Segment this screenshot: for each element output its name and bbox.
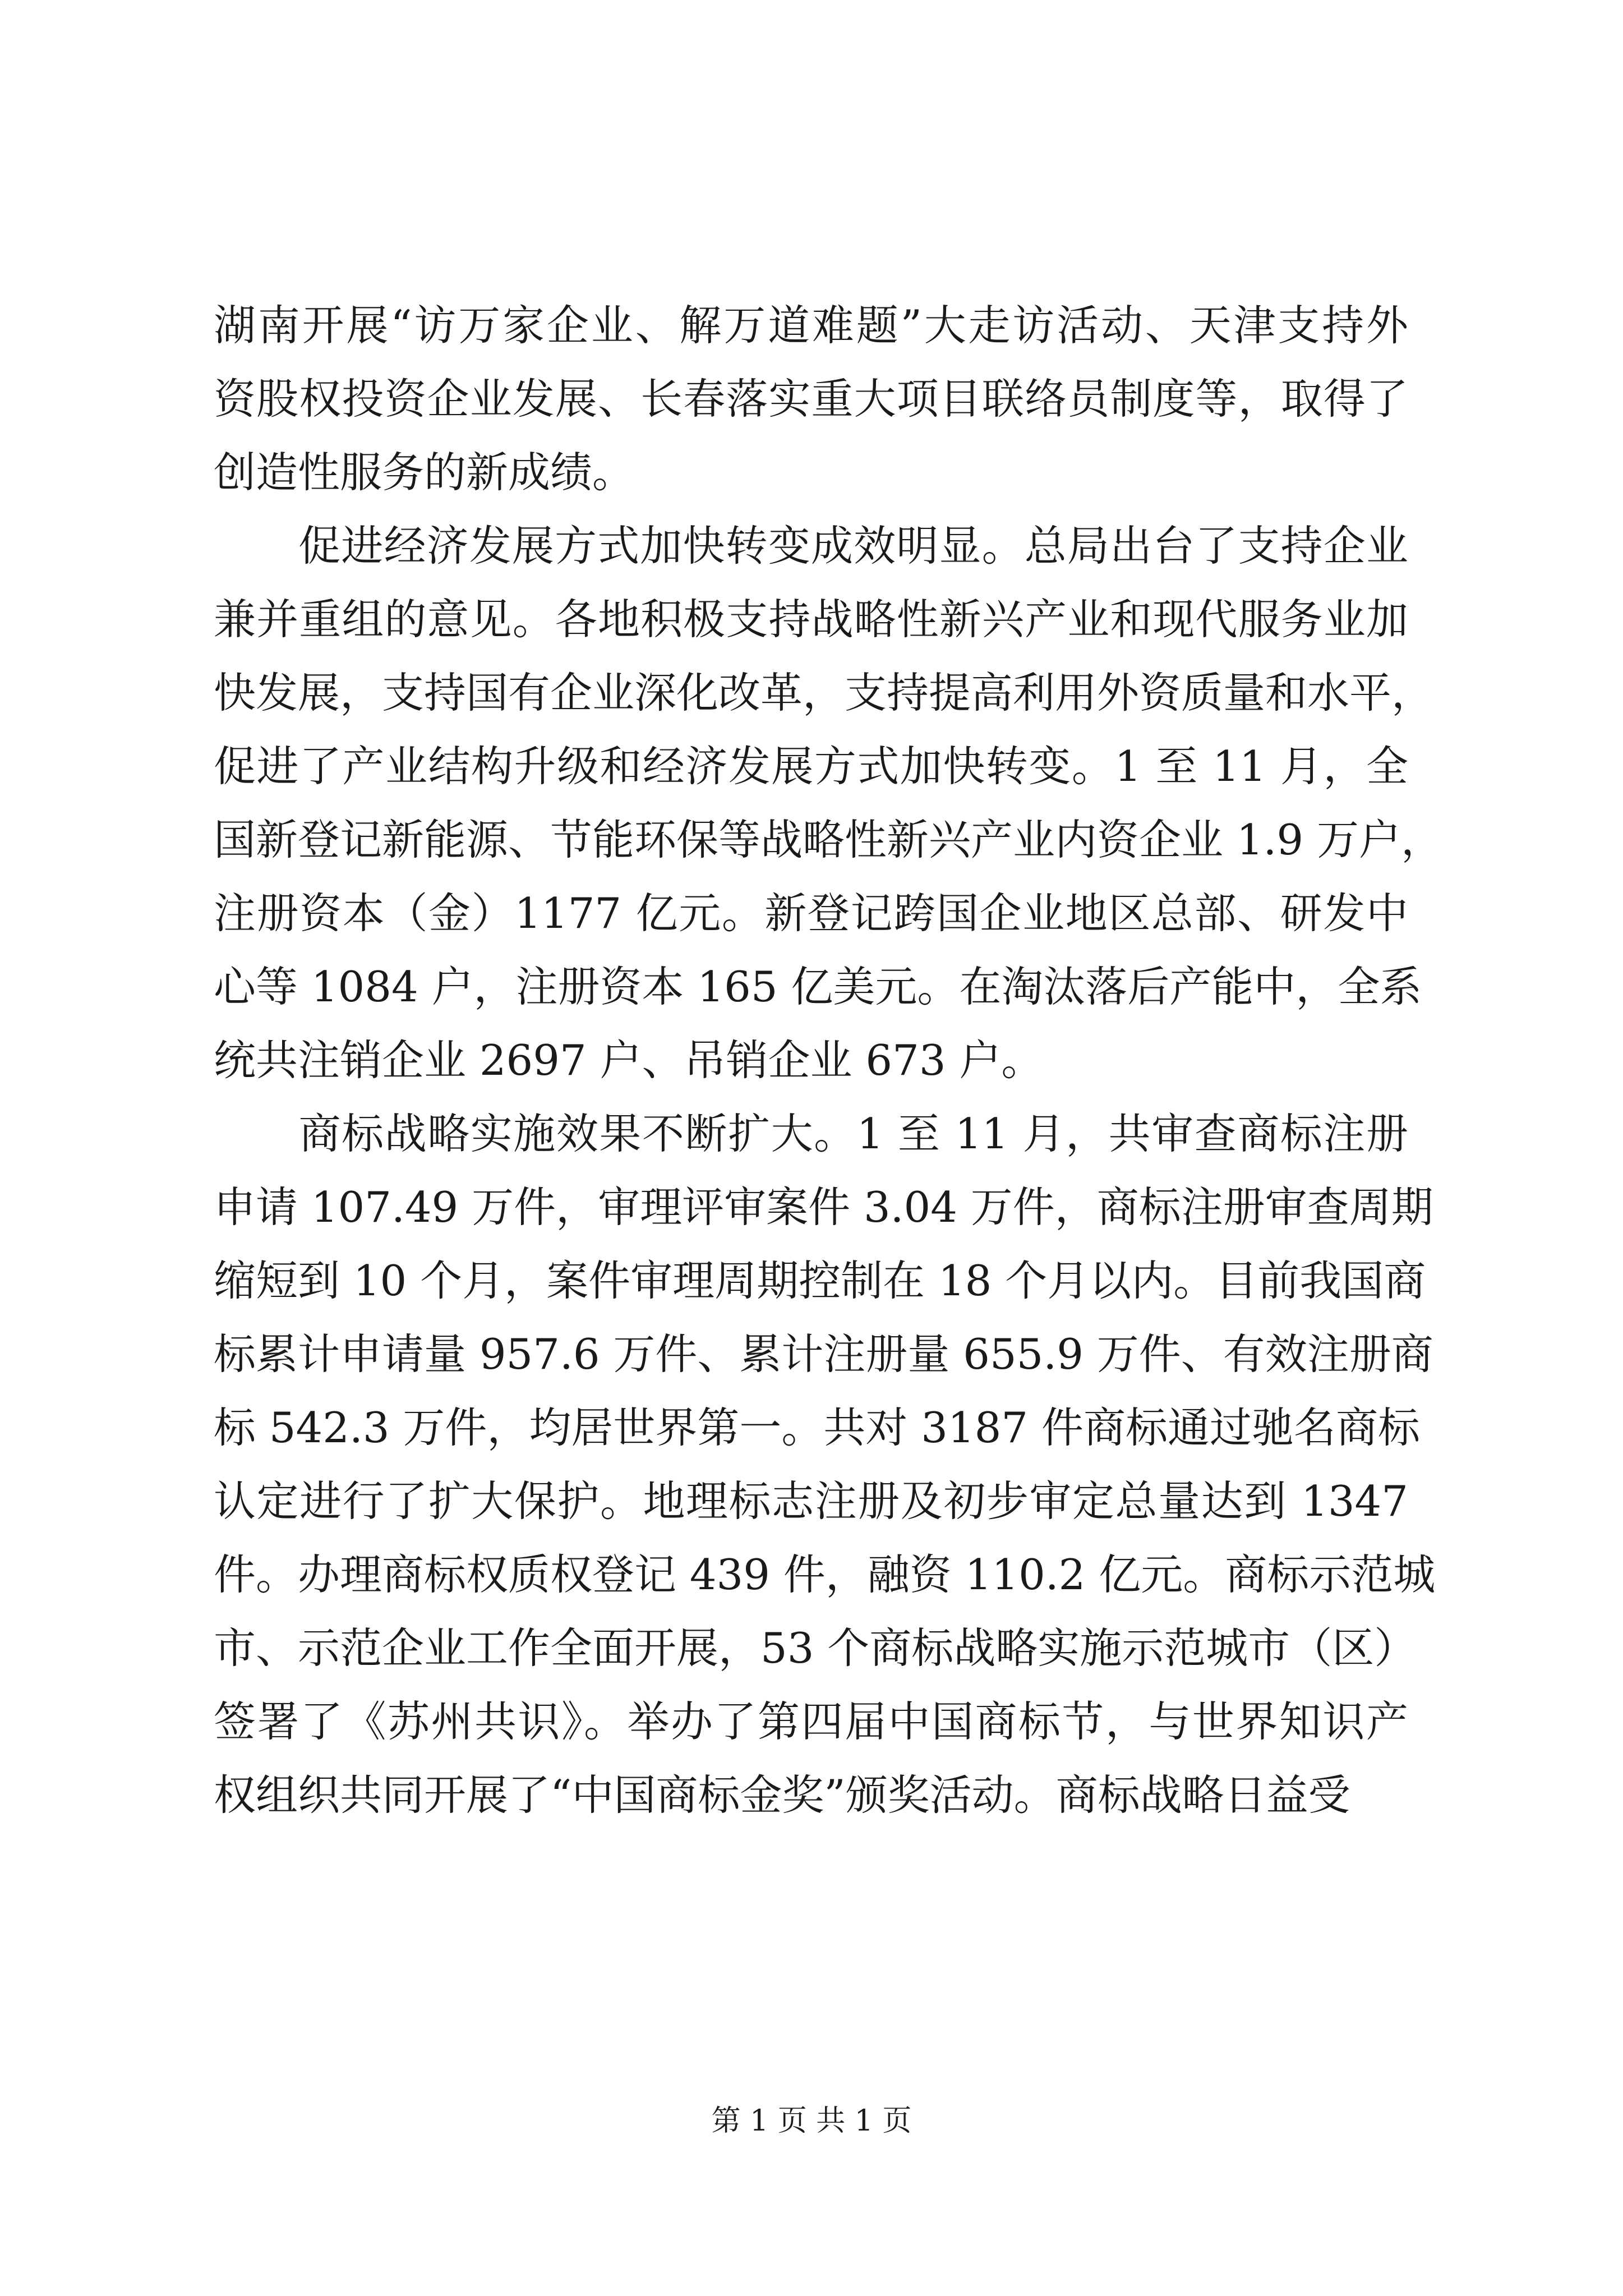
line-text: 标累计申请量 957.6 万件、累计注册量 655.9 万件、有效注册商 bbox=[214, 1329, 1433, 1379]
text-line bbox=[214, 950, 1422, 1024]
line-text: 标 542.3 万件，均居世界第一。共对 3187 件商标通过驰名商标 bbox=[214, 1403, 1420, 1452]
text-line bbox=[214, 656, 1434, 730]
text-line bbox=[214, 1244, 1426, 1318]
line-text: 兼并重组的意见。各地积极支持战略性新兴产业和现代服务业加 bbox=[214, 595, 1408, 644]
text-line bbox=[214, 1024, 1408, 1097]
line-text: 统共注销企业 2697 户、吊销企业 673 户。 bbox=[214, 1036, 1044, 1085]
page-footer: 第 1 页 共 1 页 bbox=[711, 2104, 912, 2138]
line-text: 心等 1084 户，注册资本 165 亿美元。在淘汰落后产能中，全系 bbox=[214, 962, 1422, 1011]
line-text: 缩短到 10 个月，案件审理周期控制在 18 个月以内。目前我国商 bbox=[214, 1256, 1426, 1305]
text-line bbox=[214, 1612, 1417, 1685]
text-line bbox=[214, 803, 1443, 877]
line-text: 市、示范企业工作全面开展，53 个商标战略实施示范城市（区） bbox=[214, 1623, 1417, 1673]
paragraph bbox=[214, 509, 1443, 1097]
line-text: 湖南开展“访万家企业、解万道难题”大走访活动、天津支持外 bbox=[214, 301, 1408, 350]
text-line bbox=[214, 1685, 1408, 1759]
body-text bbox=[214, 289, 1443, 1832]
text-line bbox=[214, 730, 1408, 803]
paragraph bbox=[214, 1097, 1436, 1832]
text-line bbox=[214, 362, 1408, 436]
paragraph bbox=[214, 289, 1408, 509]
line-text: 注册资本（金）1177 亿元。新登记跨国企业地区总部、研发中 bbox=[214, 889, 1408, 938]
text-line bbox=[214, 1318, 1433, 1391]
line-text: 申请 107.49 万件，审理评审案件 3.04 万件，商标注册审查周期 bbox=[214, 1182, 1433, 1232]
text-line bbox=[214, 436, 1408, 509]
line-text: 资股权投资企业发展、长春落实重大项目联络员制度等，取得了 bbox=[214, 374, 1408, 424]
text-line bbox=[214, 877, 1408, 950]
line-text: 促进经济发展方式加快转变成效明显。总局出台了支持企业 bbox=[298, 521, 1408, 570]
text-line bbox=[214, 1759, 1408, 1832]
line-text: 国新登记新能源、节能环保等战略性新兴产业内资企业 1.9 万户， bbox=[214, 815, 1443, 864]
text-line bbox=[214, 1097, 1408, 1171]
line-text: 签署了《苏州共识》。举办了第四届中国商标节，与世界知识产 bbox=[214, 1697, 1408, 1746]
line-text: 商标战略实施效果不断扩大。1 至 11 月，共审查商标注册 bbox=[298, 1109, 1408, 1158]
text-line bbox=[214, 1171, 1433, 1244]
line-text: 认定进行了扩大保护。地理标志注册及初步审定总量达到 1347 bbox=[214, 1476, 1408, 1526]
line-text: 促进了产业结构升级和经济发展方式加快转变。1 至 11 月，全 bbox=[214, 742, 1408, 791]
text-line bbox=[214, 1538, 1436, 1612]
line-text: 件。办理商标权质权登记 439 件，融资 110.2 亿元。商标示范城 bbox=[214, 1550, 1436, 1599]
text-line bbox=[214, 1465, 1408, 1538]
line-text: 快发展，支持国有企业深化改革，支持提高利用外资质量和水平， bbox=[214, 668, 1434, 717]
text-line bbox=[214, 1391, 1420, 1465]
line-text: 权组织共同开展了“中国商标金奖”颁奖活动。商标战略日益受 bbox=[214, 1770, 1350, 1820]
text-line bbox=[214, 509, 1408, 583]
text-line bbox=[214, 289, 1408, 362]
line-text: 创造性服务的新成绩。 bbox=[214, 448, 635, 497]
text-line bbox=[214, 583, 1408, 656]
